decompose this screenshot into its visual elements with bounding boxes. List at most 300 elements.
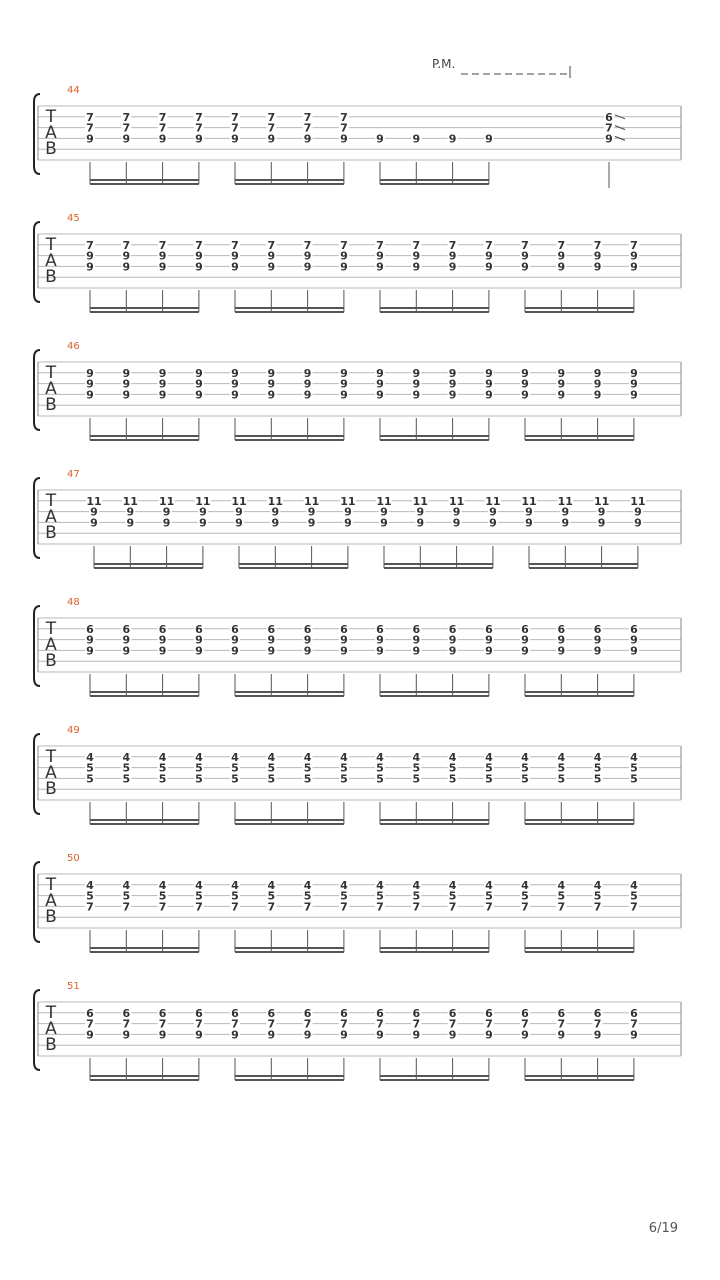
fret-number: 9	[521, 388, 529, 402]
fret-number: 9	[448, 132, 457, 146]
tab-clef-letter: A	[45, 507, 57, 527]
fret-number: 4	[630, 878, 638, 892]
fret-number: 4	[521, 878, 529, 892]
fret-number: 9	[231, 644, 239, 658]
fret-number: 6	[376, 1006, 384, 1020]
fret-number: 7	[412, 238, 421, 252]
fret-number: 5	[521, 889, 529, 903]
fret-number: 9	[634, 516, 642, 530]
fret-number: 9	[605, 132, 613, 146]
fret-number: 7	[630, 238, 638, 252]
fret-number: 9	[195, 1028, 203, 1042]
fret-number: 4	[412, 750, 421, 764]
fret-number: 9	[303, 388, 312, 402]
staff-system-51	[34, 981, 681, 1080]
fret-number: 9	[412, 1028, 421, 1042]
tab-clef-letter: A	[45, 1019, 57, 1039]
tab-clef-letter: A	[45, 123, 57, 143]
fret-number: 5	[448, 889, 457, 903]
fret-number: 7	[195, 900, 203, 914]
fret-number: 4	[412, 878, 421, 892]
fret-number: 9	[448, 1028, 457, 1042]
staff-system-44	[34, 57, 681, 188]
fret-number: 7	[340, 110, 348, 124]
fret-number: 5	[340, 761, 348, 775]
fret-number: 9	[448, 249, 457, 263]
fret-number: 4	[376, 750, 384, 764]
fret-number: 9	[448, 388, 457, 402]
fret-number: 5	[195, 761, 203, 775]
tab-clef-letter: T	[45, 1003, 57, 1023]
fret-number: 7	[158, 121, 167, 135]
fret-number: 9	[593, 249, 602, 263]
fret-number: 11	[195, 494, 211, 508]
fret-number: 9	[630, 366, 638, 380]
fret-number: 7	[122, 110, 131, 124]
fret-number: 5	[412, 761, 421, 775]
fret-number: 6	[593, 1006, 602, 1020]
fret-number: 6	[557, 1006, 566, 1020]
fret-number: 5	[158, 772, 167, 786]
fret-number: 7	[267, 238, 276, 252]
fret-number: 9	[376, 633, 384, 647]
fret-number: 7	[521, 238, 529, 252]
fret-number: 6	[412, 1006, 421, 1020]
fret-number: 7	[605, 121, 613, 135]
fret-number: 6	[122, 1006, 131, 1020]
fret-number: 9	[521, 633, 529, 647]
fret-number: 9	[561, 505, 570, 519]
fret-number: 11	[303, 494, 320, 508]
staff-system-47	[34, 469, 681, 568]
fret-number: 9	[557, 1028, 566, 1042]
tab-clef-letter: B	[45, 395, 57, 415]
fret-number: 11	[267, 494, 283, 508]
fret-number: 9	[231, 633, 239, 647]
fret-number: 9	[195, 377, 203, 391]
fret-number: 7	[267, 1017, 276, 1031]
fret-number: 9	[521, 366, 529, 380]
fret-number: 4	[303, 878, 312, 892]
fret-number: 4	[521, 750, 529, 764]
fret-number: 5	[231, 889, 239, 903]
fret-number: 5	[412, 889, 421, 903]
fret-number: 9	[195, 366, 203, 380]
fret-number: 9	[557, 633, 566, 647]
fret-number: 9	[630, 644, 638, 658]
fret-number: 9	[485, 377, 493, 391]
fret-number: 7	[340, 1017, 348, 1031]
fret-number: 9	[86, 249, 94, 263]
fret-number: 9	[452, 516, 461, 530]
fret-number: 7	[303, 1017, 312, 1031]
fret-number: 9	[376, 644, 384, 658]
fret-number: 5	[231, 772, 239, 786]
fret-number: 4	[340, 750, 348, 764]
fret-number: 6	[86, 1006, 94, 1020]
fret-number: 9	[340, 260, 348, 274]
tab-clef-letter: B	[45, 139, 57, 159]
fret-number: 7	[231, 110, 239, 124]
fret-number: 9	[271, 516, 280, 530]
fret-number: 7	[376, 1017, 384, 1031]
fret-number: 6	[376, 622, 384, 636]
fret-number: 9	[122, 644, 131, 658]
fret-number: 7	[412, 1017, 421, 1031]
fret-number: 11	[521, 494, 537, 508]
fret-number: 5	[376, 761, 384, 775]
tab-clef-letter: T	[45, 491, 57, 511]
fret-number: 6	[630, 622, 638, 636]
fret-number: 9	[448, 633, 457, 647]
fret-number: 9	[158, 132, 167, 146]
fret-number: 5	[593, 772, 602, 786]
fret-number: 9	[195, 633, 203, 647]
fret-number: 5	[267, 761, 276, 775]
fret-number: 5	[630, 772, 638, 786]
fret-number: 5	[376, 772, 384, 786]
fret-number: 6	[605, 110, 613, 124]
fret-number: 7	[86, 121, 94, 135]
fret-number: 9	[195, 132, 203, 146]
fret-number: 4	[557, 878, 566, 892]
measure-number: 48	[67, 597, 80, 608]
fret-number: 4	[593, 750, 602, 764]
fret-number: 11	[412, 494, 428, 508]
measure-number: 46	[67, 341, 80, 352]
fret-number: 4	[593, 878, 602, 892]
fret-number: 9	[303, 249, 312, 263]
fret-number: 9	[452, 505, 461, 519]
fret-number: 9	[158, 388, 167, 402]
fret-number: 7	[303, 900, 312, 914]
tab-clef-letter: T	[45, 619, 57, 639]
fret-number: 5	[303, 772, 312, 786]
fret-number: 9	[231, 377, 239, 391]
fret-number: 9	[412, 633, 421, 647]
fret-number: 9	[122, 132, 131, 146]
fret-number: 7	[340, 900, 348, 914]
fret-number: 5	[303, 889, 312, 903]
fret-number: 6	[485, 1006, 493, 1020]
fret-number: 9	[344, 505, 352, 519]
fret-number: 9	[380, 516, 388, 530]
fret-number: 9	[86, 644, 94, 658]
fret-number: 9	[340, 249, 348, 263]
fret-number: 9	[158, 260, 167, 274]
fret-number: 9	[485, 260, 493, 274]
fret-number: 7	[630, 900, 638, 914]
fret-number: 7	[448, 1017, 457, 1031]
tab-clef-letter: T	[45, 363, 57, 383]
fret-number: 9	[122, 1028, 131, 1042]
fret-number: 9	[231, 249, 239, 263]
fret-number: 9	[231, 388, 239, 402]
tab-clef-letter: B	[45, 779, 57, 799]
fret-number: 9	[557, 377, 566, 391]
fret-number: 5	[195, 772, 203, 786]
fret-number: 5	[122, 889, 131, 903]
fret-number: 9	[90, 516, 98, 530]
tab-clef-letter: A	[45, 379, 57, 399]
fret-number: 9	[593, 260, 602, 274]
fret-number: 7	[485, 1017, 493, 1031]
fret-number: 4	[376, 878, 384, 892]
fret-number: 9	[303, 1028, 312, 1042]
fret-number: 4	[340, 878, 348, 892]
tab-clef-letter: B	[45, 1035, 57, 1055]
fret-number: 9	[376, 249, 384, 263]
fret-number: 6	[158, 1006, 167, 1020]
fret-number: 11	[158, 494, 175, 508]
fret-number: 4	[122, 750, 131, 764]
fret-number: 9	[267, 388, 276, 402]
fret-number: 7	[557, 900, 566, 914]
fret-number: 7	[195, 238, 203, 252]
fret-number: 4	[448, 750, 457, 764]
tab-clef-letter: T	[45, 747, 57, 767]
fret-number: 9	[235, 516, 243, 530]
fret-number: 9	[90, 505, 98, 519]
fret-number: 9	[630, 1028, 638, 1042]
fret-number: 7	[86, 1017, 94, 1031]
fret-number: 9	[630, 249, 638, 263]
fret-number: 9	[448, 366, 457, 380]
fret-number: 5	[376, 889, 384, 903]
fret-number: 5	[340, 889, 348, 903]
fret-number: 5	[448, 761, 457, 775]
fret-number: 9	[122, 260, 131, 274]
fret-number: 5	[267, 772, 276, 786]
palm-mute-label: P.M.	[432, 57, 456, 71]
fret-number: 9	[303, 377, 312, 391]
fret-number: 7	[485, 238, 493, 252]
fret-number: 5	[557, 889, 566, 903]
fret-number: 9	[340, 366, 348, 380]
fret-number: 6	[231, 1006, 239, 1020]
fret-number: 9	[86, 388, 94, 402]
fret-number: 9	[376, 366, 384, 380]
tab-clef-letter: A	[45, 763, 57, 783]
fret-number: 9	[630, 388, 638, 402]
fret-number: 5	[557, 761, 566, 775]
fret-number: 7	[195, 110, 203, 124]
measure-number: 44	[67, 85, 80, 96]
fret-number: 9	[86, 132, 94, 146]
fret-number: 9	[525, 505, 533, 519]
fret-number: 4	[267, 878, 276, 892]
fret-number: 11	[86, 494, 102, 508]
fret-number: 9	[521, 260, 529, 274]
fret-number: 5	[630, 761, 638, 775]
fret-number: 5	[122, 772, 131, 786]
fret-number: 9	[630, 377, 638, 391]
fret-number: 9	[195, 249, 203, 263]
fret-number: 11	[485, 494, 501, 508]
fret-number: 9	[521, 644, 529, 658]
measure-number: 45	[67, 213, 80, 224]
fret-number: 9	[485, 366, 493, 380]
fret-number: 7	[630, 1017, 638, 1031]
fret-number: 7	[303, 238, 312, 252]
fret-number: 9	[630, 260, 638, 274]
fret-number: 9	[231, 132, 239, 146]
fret-number: 9	[557, 366, 566, 380]
fret-number: 4	[86, 750, 94, 764]
fret-number: 9	[593, 644, 602, 658]
tab-clef-letter: T	[45, 875, 57, 895]
fret-number: 9	[340, 132, 348, 146]
fret-number: 7	[267, 121, 276, 135]
fret-number: 9	[122, 249, 131, 263]
fret-number: 7	[593, 900, 602, 914]
tab-clef-letter: B	[45, 267, 57, 287]
fret-number: 9	[489, 516, 497, 530]
fret-number: 7	[122, 121, 131, 135]
fret-number: 9	[630, 633, 638, 647]
fret-number: 9	[303, 366, 312, 380]
fret-number: 9	[122, 377, 131, 391]
fret-number: 9	[340, 644, 348, 658]
fret-number: 9	[485, 249, 493, 263]
fret-number: 6	[521, 1006, 529, 1020]
fret-number: 4	[231, 878, 239, 892]
fret-number: 7	[195, 1017, 203, 1031]
fret-number: 9	[122, 366, 131, 380]
fret-number: 5	[122, 761, 131, 775]
fret-number: 9	[235, 505, 243, 519]
fret-number: 9	[634, 505, 642, 519]
fret-number: 7	[521, 900, 529, 914]
fret-number: 9	[158, 377, 167, 391]
fret-number: 9	[122, 388, 131, 402]
fret-number: 11	[630, 494, 646, 508]
fret-number: 7	[122, 1017, 131, 1031]
fret-number: 5	[340, 772, 348, 786]
fret-number: 7	[448, 238, 457, 252]
fret-number: 9	[412, 366, 421, 380]
fret-number: 7	[412, 900, 421, 914]
fret-number: 5	[485, 772, 493, 786]
fret-number: 6	[195, 1006, 203, 1020]
fret-number: 6	[303, 1006, 312, 1020]
fret-number: 6	[521, 622, 529, 636]
staff-system-46	[34, 341, 681, 440]
fret-number: 7	[376, 238, 384, 252]
fret-number: 9	[376, 388, 384, 402]
fret-number: 9	[416, 505, 425, 519]
fret-number: 9	[597, 516, 606, 530]
fret-number: 9	[521, 1028, 529, 1042]
fret-number: 9	[376, 377, 384, 391]
fret-number: 4	[303, 750, 312, 764]
fret-number: 9	[303, 644, 312, 658]
fret-number: 5	[630, 889, 638, 903]
fret-number: 5	[448, 772, 457, 786]
fret-number: 4	[448, 878, 457, 892]
fret-number: 5	[557, 772, 566, 786]
fret-number: 9	[448, 260, 457, 274]
fret-number: 9	[86, 633, 94, 647]
fret-number: 9	[158, 249, 167, 263]
fret-number: 9	[593, 633, 602, 647]
fret-number: 9	[126, 516, 135, 530]
fret-number: 7	[557, 1017, 566, 1031]
fret-number: 4	[267, 750, 276, 764]
staff-system-49	[34, 725, 681, 824]
fret-number: 9	[231, 260, 239, 274]
fret-number: 5	[485, 761, 493, 775]
fret-number: 4	[158, 878, 167, 892]
staff-system-50	[34, 853, 681, 952]
fret-number: 9	[448, 644, 457, 658]
fret-number: 11	[448, 494, 465, 508]
fret-number: 11	[340, 494, 356, 508]
fret-number: 5	[231, 761, 239, 775]
fret-number: 6	[340, 622, 348, 636]
fret-number: 6	[593, 622, 602, 636]
fret-number: 9	[344, 516, 352, 530]
fret-number: 9	[267, 366, 276, 380]
fret-number: 9	[485, 644, 493, 658]
fret-number: 7	[557, 238, 566, 252]
fret-number: 11	[557, 494, 573, 508]
fret-number: 9	[521, 377, 529, 391]
fret-number: 9	[557, 249, 566, 263]
fret-number: 9	[593, 366, 602, 380]
tab-clef-letter: B	[45, 523, 57, 543]
fret-number: 7	[376, 900, 384, 914]
fret-number: 9	[557, 644, 566, 658]
staff-system-45	[34, 213, 681, 312]
fret-number: 7	[340, 121, 348, 135]
fret-number: 9	[231, 366, 239, 380]
fret-number: 7	[267, 900, 276, 914]
fret-number: 9	[412, 132, 421, 146]
fret-number: 9	[593, 377, 602, 391]
fret-number: 5	[86, 772, 94, 786]
tab-clef-letter: B	[45, 907, 57, 927]
fret-number: 9	[303, 132, 312, 146]
tab-clef-letter: A	[45, 891, 57, 911]
fret-number: 4	[122, 878, 131, 892]
fret-number: 9	[195, 260, 203, 274]
fret-number: 9	[557, 388, 566, 402]
fret-number: 7	[303, 121, 312, 135]
fret-number: 6	[448, 1006, 457, 1020]
staff-system-48	[34, 597, 681, 696]
fret-number: 9	[412, 377, 421, 391]
fret-number: 9	[485, 132, 493, 146]
fret-number: 9	[593, 1028, 602, 1042]
fret-number: 9	[593, 388, 602, 402]
fret-number: 9	[485, 388, 493, 402]
fret-number: 6	[231, 622, 239, 636]
fret-number: 7	[485, 900, 493, 914]
fret-number: 9	[376, 132, 384, 146]
fret-number: 9	[307, 505, 316, 519]
fret-number: 9	[448, 377, 457, 391]
measure-number: 49	[67, 725, 80, 736]
fret-number: 5	[521, 772, 529, 786]
fret-number: 9	[267, 260, 276, 274]
fret-number: 6	[485, 622, 493, 636]
fret-number: 11	[593, 494, 610, 508]
fret-number: 7	[86, 238, 94, 252]
fret-number: 6	[267, 1006, 276, 1020]
fret-number: 7	[267, 110, 276, 124]
fret-number: 6	[267, 622, 276, 636]
